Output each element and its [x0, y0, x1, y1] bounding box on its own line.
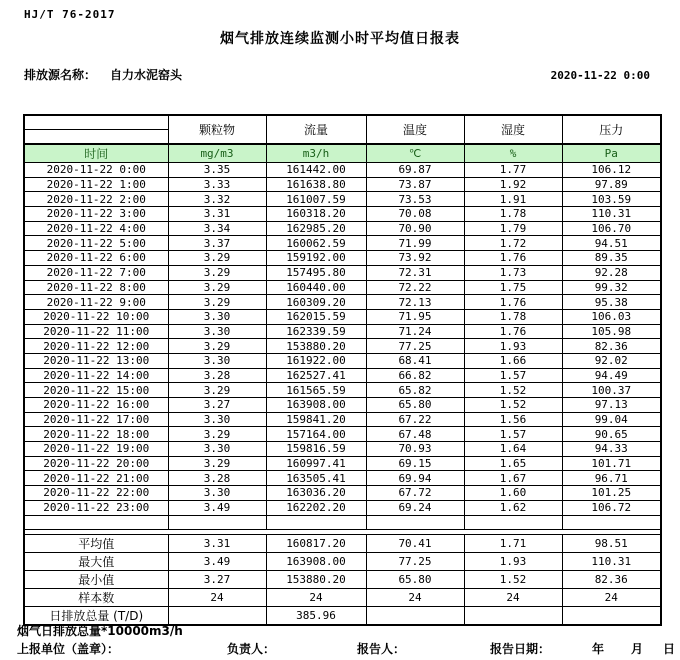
row-value: 159816.59: [266, 442, 366, 457]
row-value: 3.49: [168, 500, 266, 515]
row-value: 1.56: [464, 412, 562, 427]
row-value: 1.92: [464, 177, 562, 192]
table-row: [24, 221, 661, 236]
summary-value: 385.96: [266, 606, 366, 625]
row-value: 1.60: [464, 486, 562, 501]
row-time: 2020-11-22 1:00: [24, 177, 168, 192]
summary-value: 24: [366, 588, 464, 606]
row-value: 97.89: [562, 177, 661, 192]
row-time: 2020-11-22 14:00: [24, 368, 168, 383]
summary-rows: [24, 534, 661, 625]
empty-cell: [366, 515, 464, 529]
col-header-pressure: 压力: [562, 115, 661, 144]
row-value: 72.31: [366, 265, 464, 280]
row-value: 3.29: [168, 265, 266, 280]
day-label: 日: [663, 642, 676, 656]
row-time: 2020-11-22 6:00: [24, 251, 168, 266]
row-value: 1.66: [464, 353, 562, 368]
table-row: [24, 353, 661, 368]
row-value: 1.76: [464, 324, 562, 339]
row-time: 2020-11-22 16:00: [24, 398, 168, 413]
row-value: 65.80: [366, 398, 464, 413]
row-value: 160997.41: [266, 456, 366, 471]
row-value: 160318.20: [266, 207, 366, 222]
row-value: 105.98: [562, 324, 661, 339]
row-value: 3.34: [168, 221, 266, 236]
summary-value: 1.71: [464, 534, 562, 552]
report-date-label: 报告日期：: [490, 642, 551, 656]
row-value: 1.62: [464, 500, 562, 515]
empty-cell: [464, 515, 562, 529]
row-value: 1.72: [464, 236, 562, 251]
table-row: [24, 236, 661, 251]
row-value: 103.59: [562, 192, 661, 207]
standard-code: HJ/T 76-2017: [24, 8, 116, 21]
report-datetime: 2020-11-22 0:00: [550, 69, 650, 82]
source-name-group: [24, 66, 182, 83]
row-time: 2020-11-22 20:00: [24, 456, 168, 471]
summary-row: [24, 534, 661, 552]
row-value: 66.82: [366, 368, 464, 383]
row-value: 1.78: [464, 309, 562, 324]
unit-flow: m3/h: [266, 144, 366, 163]
row-value: 3.31: [168, 207, 266, 222]
summary-label: 日排放总量 (T/D): [24, 606, 168, 625]
row-value: 69.15: [366, 456, 464, 471]
row-value: 1.65: [464, 456, 562, 471]
source-label: 排放源名称：: [24, 68, 97, 82]
source-name: 自力水泥窑头: [110, 68, 183, 82]
row-value: 162985.20: [266, 221, 366, 236]
row-value: 71.99: [366, 236, 464, 251]
table-row: [24, 207, 661, 222]
table-row: [24, 456, 661, 471]
summary-label: 平均值: [24, 534, 168, 552]
row-time: 2020-11-22 18:00: [24, 427, 168, 442]
col-header-flow: 流量: [266, 115, 366, 144]
summary-value: [562, 606, 661, 625]
row-time: 2020-11-22 0:00: [24, 163, 168, 178]
header-row-1: [24, 115, 661, 130]
row-value: 160062.59: [266, 236, 366, 251]
table-row: [24, 324, 661, 339]
row-value: 3.30: [168, 412, 266, 427]
row-value: 3.29: [168, 251, 266, 266]
summary-value: 3.31: [168, 534, 266, 552]
summary-value: 153880.20: [266, 570, 366, 588]
header-blank-cell-1: [24, 115, 168, 130]
row-value: 70.08: [366, 207, 464, 222]
table-row: [24, 368, 661, 383]
summary-value: 24: [168, 588, 266, 606]
summary-value: 3.49: [168, 552, 266, 570]
row-value: 1.79: [464, 221, 562, 236]
row-value: 1.52: [464, 398, 562, 413]
row-value: 106.03: [562, 309, 661, 324]
row-value: 77.25: [366, 339, 464, 354]
row-value: 69.24: [366, 500, 464, 515]
table-row: [24, 177, 661, 192]
row-value: 92.28: [562, 265, 661, 280]
responsible-label: 负责人：: [227, 642, 276, 656]
summary-value: 70.41: [366, 534, 464, 552]
row-value: 101.25: [562, 486, 661, 501]
table-row: [24, 192, 661, 207]
row-time: 2020-11-22 3:00: [24, 207, 168, 222]
row-value: 160309.20: [266, 295, 366, 310]
row-value: 1.76: [464, 251, 562, 266]
row-value: 1.67: [464, 471, 562, 486]
row-value: 70.90: [366, 221, 464, 236]
row-value: 3.30: [168, 324, 266, 339]
summary-value: 160817.20: [266, 534, 366, 552]
empty-cell: [266, 515, 366, 529]
summary-row: [24, 588, 661, 606]
total-emission-note: 烟气日排放总量*10000m3/h: [17, 624, 183, 638]
row-value: 162527.41: [266, 368, 366, 383]
row-value: 82.36: [562, 339, 661, 354]
row-value: 97.13: [562, 398, 661, 413]
row-time: 2020-11-22 7:00: [24, 265, 168, 280]
table-row: [24, 486, 661, 501]
row-time: 2020-11-22 9:00: [24, 295, 168, 310]
summary-value: 163908.00: [266, 552, 366, 570]
data-rows: [24, 163, 661, 516]
row-value: 3.35: [168, 163, 266, 178]
row-value: 110.31: [562, 207, 661, 222]
row-value: 73.53: [366, 192, 464, 207]
summary-value: 1.52: [464, 570, 562, 588]
row-value: 67.22: [366, 412, 464, 427]
unit-pressure: Pa: [562, 144, 661, 163]
row-value: 153880.20: [266, 339, 366, 354]
row-value: 1.57: [464, 368, 562, 383]
row-value: 163505.41: [266, 471, 366, 486]
row-value: 89.35: [562, 251, 661, 266]
row-value: 3.29: [168, 295, 266, 310]
row-value: 3.32: [168, 192, 266, 207]
row-time: 2020-11-22 21:00: [24, 471, 168, 486]
col-header-temp: 温度: [366, 115, 464, 144]
empty-cell: [562, 515, 661, 529]
row-value: 3.33: [168, 177, 266, 192]
row-value: 71.24: [366, 324, 464, 339]
row-time: 2020-11-22 12:00: [24, 339, 168, 354]
col-header-humidity: 湿度: [464, 115, 562, 144]
row-value: 162015.59: [266, 309, 366, 324]
row-value: 3.30: [168, 442, 266, 457]
row-value: 3.29: [168, 280, 266, 295]
row-value: 101.71: [562, 456, 661, 471]
summary-label: 样本数: [24, 588, 168, 606]
row-value: 68.41: [366, 353, 464, 368]
summary-value: 98.51: [562, 534, 661, 552]
header-blank-cell-2: [24, 130, 168, 145]
row-value: 94.33: [562, 442, 661, 457]
row-time: 2020-11-22 15:00: [24, 383, 168, 398]
table-row: [24, 427, 661, 442]
row-value: 3.30: [168, 486, 266, 501]
table-row: [24, 265, 661, 280]
row-time: 2020-11-22 10:00: [24, 309, 168, 324]
signature-row: [0, 640, 680, 656]
table-row: [24, 412, 661, 427]
table-row: [24, 339, 661, 354]
row-value: 1.73: [464, 265, 562, 280]
row-value: 100.37: [562, 383, 661, 398]
summary-value: 110.31: [562, 552, 661, 570]
separator-rows: [24, 515, 661, 534]
row-value: 69.94: [366, 471, 464, 486]
summary-label: 最大值: [24, 552, 168, 570]
row-value: 162339.59: [266, 324, 366, 339]
row-value: 163908.00: [266, 398, 366, 413]
row-value: 106.72: [562, 500, 661, 515]
row-value: 73.92: [366, 251, 464, 266]
row-time: 2020-11-22 11:00: [24, 324, 168, 339]
table-row: [24, 500, 661, 515]
row-value: 1.57: [464, 427, 562, 442]
row-value: 67.48: [366, 427, 464, 442]
row-time: 2020-11-22 13:00: [24, 353, 168, 368]
row-time: 2020-11-22 5:00: [24, 236, 168, 251]
hourly-report-table: [23, 114, 662, 626]
row-value: 95.38: [562, 295, 661, 310]
table-row: [24, 251, 661, 266]
page-title: 烟气排放连续监测小时平均值日报表: [220, 31, 460, 47]
row-value: 161442.00: [266, 163, 366, 178]
summary-value: 24: [464, 588, 562, 606]
row-value: 72.22: [366, 280, 464, 295]
year-label: 年: [592, 642, 605, 656]
table-head: [24, 115, 661, 163]
summary-value: 77.25: [366, 552, 464, 570]
table-row: [24, 309, 661, 324]
row-value: 1.93: [464, 339, 562, 354]
summary-value: [366, 606, 464, 625]
source-row: [24, 66, 650, 83]
row-value: 159192.00: [266, 251, 366, 266]
table-row: [24, 295, 661, 310]
units-row: [24, 144, 661, 163]
row-value: 96.71: [562, 471, 661, 486]
row-value: 3.29: [168, 383, 266, 398]
row-value: 1.78: [464, 207, 562, 222]
row-value: 161565.59: [266, 383, 366, 398]
row-value: 3.29: [168, 456, 266, 471]
row-value: 71.95: [366, 309, 464, 324]
row-value: 3.28: [168, 368, 266, 383]
row-value: 3.29: [168, 339, 266, 354]
reporter-label: 报告人：: [357, 642, 406, 656]
row-value: 67.72: [366, 486, 464, 501]
row-time: 2020-11-22 4:00: [24, 221, 168, 236]
row-time: 2020-11-22 19:00: [24, 442, 168, 457]
row-value: 1.75: [464, 280, 562, 295]
row-value: 99.32: [562, 280, 661, 295]
unit-humidity: %: [464, 144, 562, 163]
row-value: 161007.59: [266, 192, 366, 207]
row-value: 157164.00: [266, 427, 366, 442]
row-value: 69.87: [366, 163, 464, 178]
summary-value: 24: [266, 588, 366, 606]
table-row: [24, 442, 661, 457]
row-value: 163036.20: [266, 486, 366, 501]
row-value: 99.04: [562, 412, 661, 427]
row-value: 1.64: [464, 442, 562, 457]
table-row: [24, 398, 661, 413]
row-value: 161922.00: [266, 353, 366, 368]
table-row: [24, 163, 661, 178]
row-value: 3.37: [168, 236, 266, 251]
row-value: 90.65: [562, 427, 661, 442]
row-value: 73.87: [366, 177, 464, 192]
row-value: 72.13: [366, 295, 464, 310]
row-value: 162202.20: [266, 500, 366, 515]
report-unit-label: 上报单位（盖章）：: [17, 642, 120, 656]
col-header-pm: 颗粒物: [168, 115, 266, 144]
row-value: 92.02: [562, 353, 661, 368]
row-time: 2020-11-22 8:00: [24, 280, 168, 295]
unit-temp: ℃: [366, 144, 464, 163]
row-time: 2020-11-22 22:00: [24, 486, 168, 501]
row-value: 65.82: [366, 383, 464, 398]
row-value: 94.51: [562, 236, 661, 251]
row-time: 2020-11-22 2:00: [24, 192, 168, 207]
summary-value: 1.93: [464, 552, 562, 570]
row-value: 157495.80: [266, 265, 366, 280]
summary-row: [24, 552, 661, 570]
summary-row: [24, 570, 661, 588]
row-value: 3.29: [168, 427, 266, 442]
row-value: 161638.80: [266, 177, 366, 192]
row-value: 3.30: [168, 309, 266, 324]
row-value: 1.91: [464, 192, 562, 207]
summary-value: 65.80: [366, 570, 464, 588]
empty-cell: [24, 515, 168, 529]
row-value: 1.77: [464, 163, 562, 178]
row-value: 106.12: [562, 163, 661, 178]
empty-row: [24, 515, 661, 529]
row-value: 3.27: [168, 398, 266, 413]
table-row: [24, 280, 661, 295]
row-time: 2020-11-22 23:00: [24, 500, 168, 515]
month-label: 月: [631, 642, 644, 656]
row-value: 1.52: [464, 383, 562, 398]
table-row: [24, 383, 661, 398]
summary-value: 24: [562, 588, 661, 606]
row-value: 70.93: [366, 442, 464, 457]
row-value: 94.49: [562, 368, 661, 383]
row-value: 106.70: [562, 221, 661, 236]
summary-label: 最小值: [24, 570, 168, 588]
row-value: 159841.20: [266, 412, 366, 427]
unit-pm: mg/m3: [168, 144, 266, 163]
row-value: 3.30: [168, 353, 266, 368]
empty-cell: [168, 515, 266, 529]
row-time: 2020-11-22 17:00: [24, 412, 168, 427]
table-row: [24, 471, 661, 486]
summary-value: 82.36: [562, 570, 661, 588]
row-value: 160440.00: [266, 280, 366, 295]
summary-value: [464, 606, 562, 625]
time-column-header: 时间: [24, 144, 168, 163]
row-value: 3.28: [168, 471, 266, 486]
summary-value: 3.27: [168, 570, 266, 588]
row-value: 1.76: [464, 295, 562, 310]
